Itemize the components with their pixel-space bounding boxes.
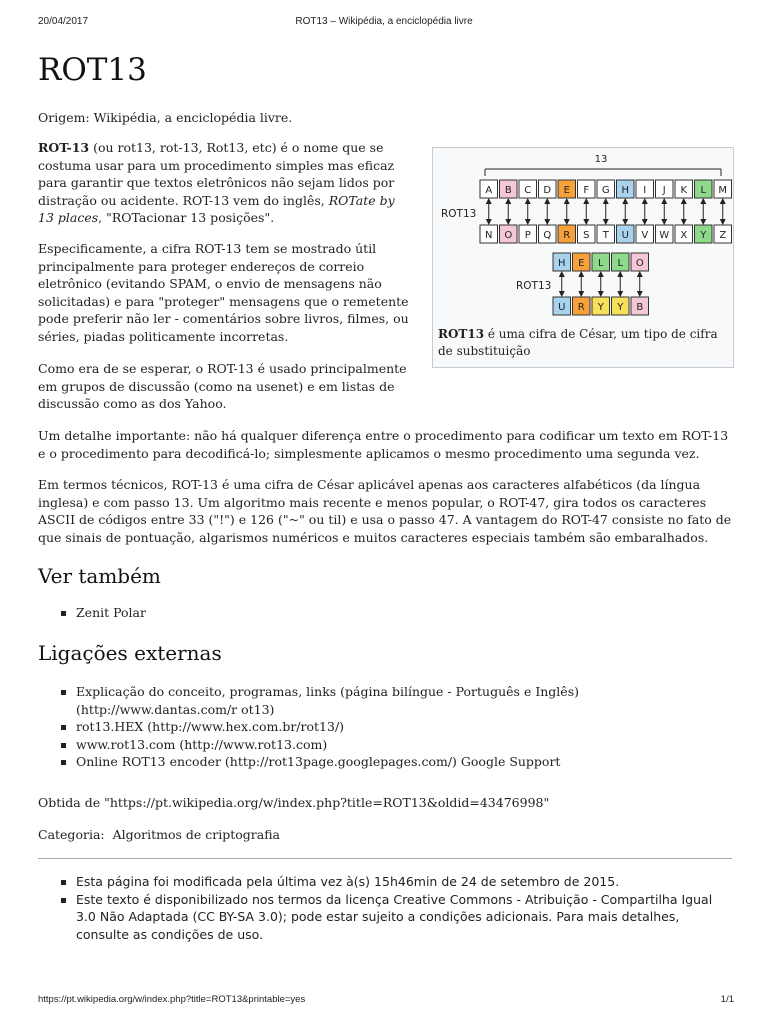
hello-letter: L xyxy=(617,258,624,269)
rotated-alphabet-letter: X xyxy=(680,230,688,241)
plain-alphabet-letter: L xyxy=(700,185,707,196)
external-links-list xyxy=(38,683,742,771)
origin-line: Origem: Wikipédia, a enciclopédia livre. xyxy=(38,110,293,125)
category-label[interactable]: Categoria: xyxy=(38,827,105,842)
uryyb-letter: Y xyxy=(617,302,624,313)
external-link-encoder[interactable]: Online ROT13 encoder (http://rot13page.googlepages.com/) Google Support xyxy=(76,754,561,769)
caption-text: é uma cifra de César, um tipo de cifra de substituição xyxy=(438,327,718,358)
rotated-alphabet-letter: N xyxy=(485,230,493,241)
plain-alphabet-letter: D xyxy=(543,185,552,196)
see-also-heading: Ver também xyxy=(38,564,161,588)
print-date: 20/04/2017 xyxy=(38,16,89,27)
rot13-label-bottom: ROT13 xyxy=(516,280,552,292)
caption-term: ROT13 xyxy=(438,327,485,341)
intro-paragraph xyxy=(38,139,410,227)
intro-text-end: , "ROTacionar 13 posições". xyxy=(98,210,275,225)
uryyb-letter: B xyxy=(636,302,644,313)
plain-alphabet-letter: F xyxy=(583,185,590,196)
uryyb-letter: U xyxy=(558,302,566,313)
hello-letter: L xyxy=(597,258,604,269)
external-link-hex[interactable]: rot13.HEX (http://www.hex.com.br/rot13/) xyxy=(76,719,345,734)
rot13-figure xyxy=(432,147,734,368)
rotated-alphabet-letter: Z xyxy=(719,230,727,241)
external-link-rot13com[interactable]: www.rot13.com (http://www.rot13.com) xyxy=(76,736,328,752)
plain-alphabet-letter: A xyxy=(485,185,493,196)
rotated-alphabet-letter: R xyxy=(563,230,571,241)
plain-alphabet-letter: E xyxy=(563,185,570,196)
rot13-label-top: ROT13 xyxy=(441,208,477,220)
plain-alphabet-letter: B xyxy=(504,185,512,196)
plain-alphabet-letter: K xyxy=(680,185,688,196)
plain-alphabet-letter: G xyxy=(601,185,610,196)
external-link-item[interactable] xyxy=(38,718,742,736)
rotated-alphabet-letter: V xyxy=(641,230,649,241)
external-link-dantas[interactable]: Explicação do conceito, programas, links (página bilíngue - Português e Inglês) (http://www.dantas.com/r ot13) xyxy=(76,684,579,717)
paragraph-4: Um detalhe importante: não há qualquer diferença entre o procedimento para codificar um texto em ROT-13 e o procedimento para decodificá-lo; simplesmente aplicamos o mesmo procedimento uma segunda vez. xyxy=(38,428,729,461)
external-link-item[interactable] xyxy=(38,683,742,718)
hello-letter: H xyxy=(557,258,566,269)
retrieved-from: Obtida de "https://pt.wikipedia.org/w/index.php?title=ROT13&oldid=43476998" xyxy=(38,795,550,810)
see-also-list xyxy=(38,604,728,622)
footer-info-list xyxy=(38,873,728,943)
paragraph-5: Em termos técnicos, ROT-13 é uma cifra de César aplicável apenas aos caracteres alfabéticos (da língua inglesa) e com passo 13. Um algoritmo mais recente e menos popular, o ROT-47, gira todos os caracteres ASCII de códigos entre 33 ("!") e 126 ("~" ou til) e usa o passo 47. A vantagem do ROT-47 consiste no fato de que sinais de pontuação, algarismos numéricos e muitos caracteres especiais também são embaralhados. xyxy=(38,477,732,545)
plain-alphabet-letter: C xyxy=(524,185,532,196)
plain-alphabet-letter: I xyxy=(643,185,647,196)
plain-alphabet-letter: H xyxy=(621,185,630,196)
rotated-alphabet-letter: T xyxy=(602,230,609,241)
intro-rotate-link[interactable]: ROTate by 13 places xyxy=(38,192,395,225)
external-link-item[interactable] xyxy=(38,736,742,754)
rotated-alphabet-letter: O xyxy=(504,230,513,241)
paragraph-2: Especificamente, a cifra ROT-13 tem se mostrado útil principalmente para proteger endereços de correio eletrônico (evitando SPAM, o envio de mensagens não solicitadas) e para "proteger" mensagens que o remetente pode preferir não ler - comentários sobre livros, filmes, ou séries, piadas politicamente incorretas. xyxy=(38,241,409,344)
last-modified: Esta página foi modificada pela última vez à(s) 15h46min de 24 de setembro de 2015. xyxy=(38,873,728,891)
plain-alphabet-letter: M xyxy=(718,185,728,196)
rotated-alphabet-letter: Q xyxy=(543,230,552,241)
rotated-alphabet-letter: S xyxy=(583,230,590,241)
paragraph-3: Como era de se esperar, o ROT-13 é usado principalmente em grupos de discussão (como na usenet) e em listas de discussão como as dos Yahoo. xyxy=(38,361,407,411)
figure-caption xyxy=(438,326,728,360)
page-title: ROT13 xyxy=(38,52,147,88)
intro-text: (ou rot13, rot-13, Rot13, etc) é o nome que se costuma usar para um procedimento simples mas eficaz para garantir que textos eletrônicos não sejam lidos por distração ou acidente. ROT-13 vem do inglês, xyxy=(38,140,395,208)
license-notice: Este texto é disponibilizado nos termos da licença Creative Commons - Atribuição - Compartilha Igual 3.0 Não Adaptada (CC BY-SA 3.0); pode estar sujeito a condições adicionais. Para mais detalhes, consulte as condições de uso. xyxy=(38,891,728,944)
see-also-item[interactable] xyxy=(38,604,728,622)
category-link[interactable]: Algoritmos de criptografia xyxy=(112,827,280,842)
rotated-alphabet-letter: U xyxy=(621,230,629,241)
uryyb-letter: Y xyxy=(597,302,604,313)
rot13-diagram xyxy=(433,148,733,326)
hello-letter: O xyxy=(635,258,644,269)
print-url: https://pt.wikipedia.org/w/index.php?title=ROT13&printable=yes xyxy=(38,994,306,1005)
plain-alphabet-letter: J xyxy=(662,185,666,196)
hello-letter: E xyxy=(578,258,585,269)
rotated-alphabet-letter: Y xyxy=(700,230,707,241)
zenit-polar-link[interactable]: Zenit Polar xyxy=(76,605,146,620)
external-link-item[interactable] xyxy=(38,753,742,771)
intro-term: ROT-13 xyxy=(38,140,90,155)
uryyb-letter: R xyxy=(577,302,585,313)
print-page-title: ROT13 – Wikipédia, a enciclopédia livre xyxy=(295,16,473,27)
category-line xyxy=(38,826,738,844)
rotated-alphabet-letter: P xyxy=(524,230,531,241)
external-links-heading: Ligações externas xyxy=(38,641,222,665)
footer-divider xyxy=(38,858,732,859)
print-page-number: 1/1 xyxy=(720,994,734,1005)
rotated-alphabet-letter: W xyxy=(659,230,670,241)
shift-number-label: 13 xyxy=(594,154,608,165)
